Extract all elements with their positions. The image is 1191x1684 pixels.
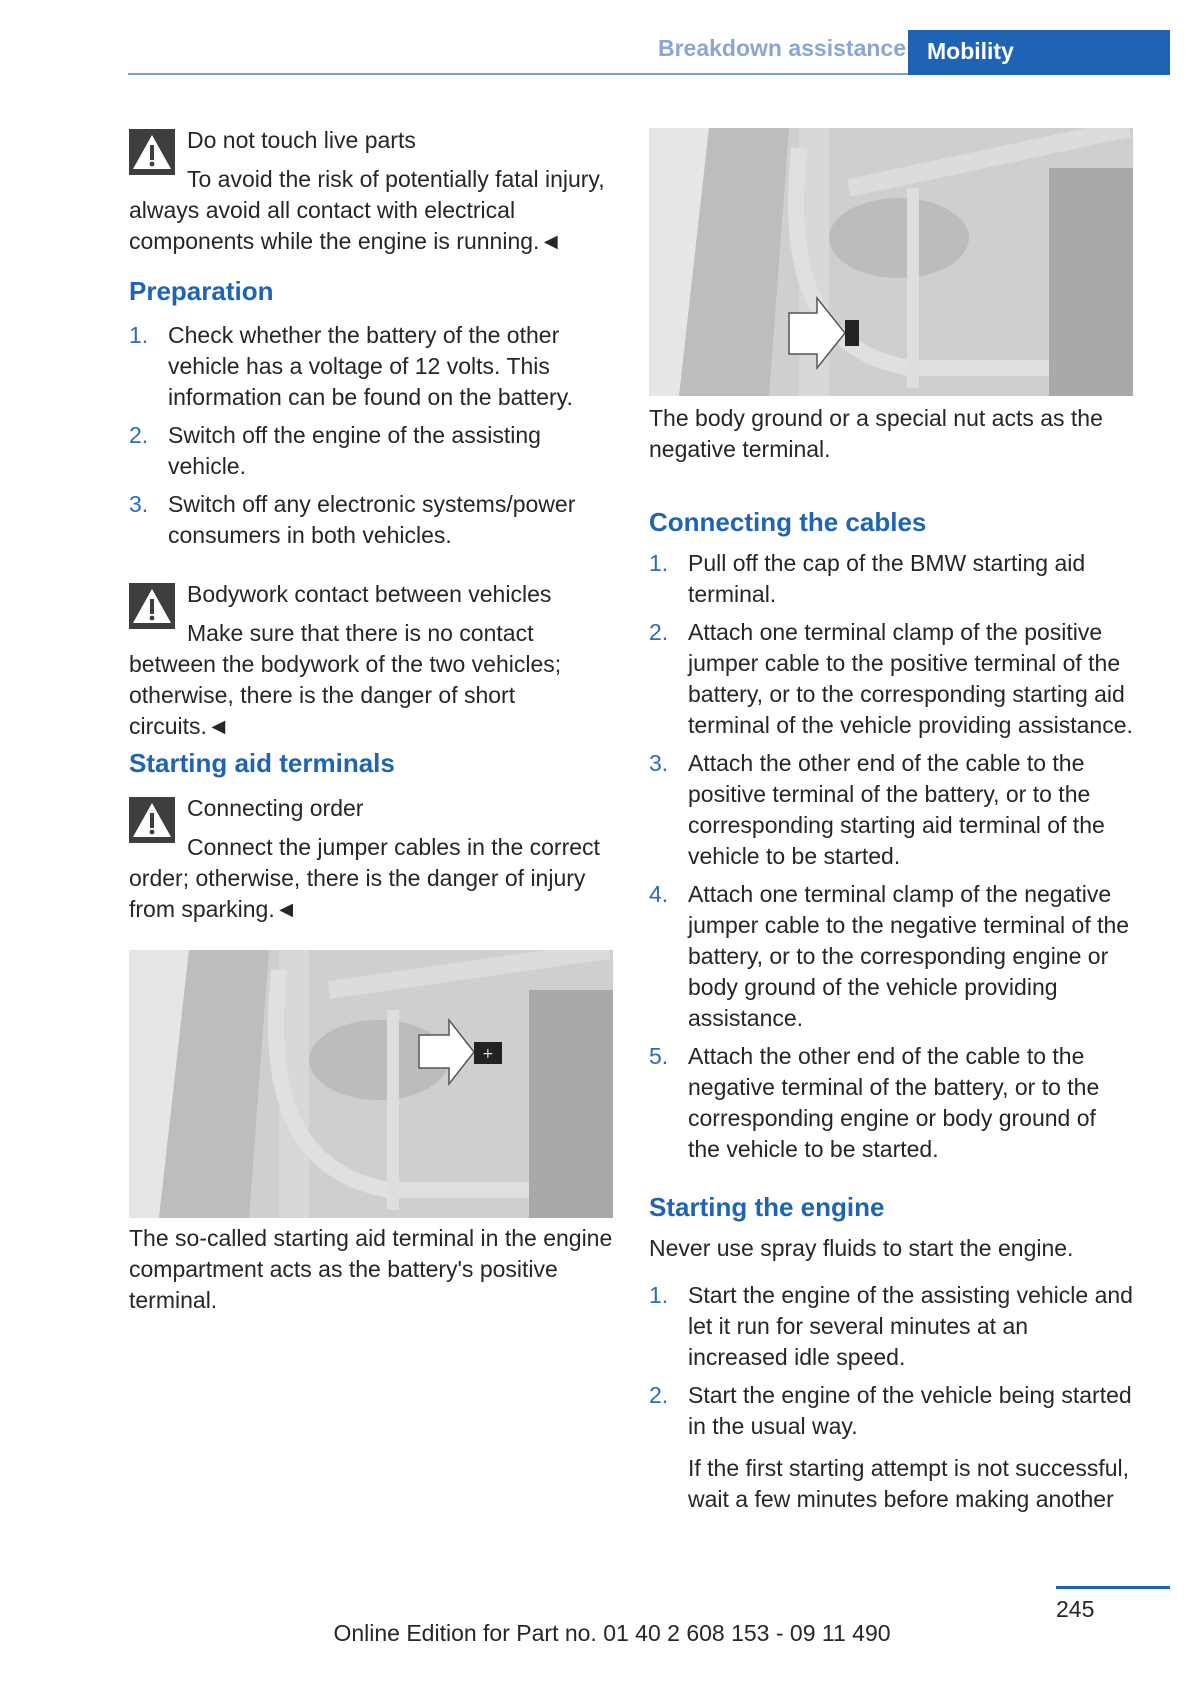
warning-triangle-icon — [129, 129, 175, 175]
warning-triangle-icon — [129, 583, 175, 629]
list-item: 1. Check whether the battery of the other vehicle has a voltage of 12 volts. This information can be found on the battery. — [129, 322, 573, 410]
header-chapter-tab — [908, 30, 1170, 75]
connecting-cables-list — [649, 548, 1133, 1172]
list-item: 3. Switch off any electronic systems/power consumers in both vehicles. — [129, 491, 576, 548]
header-chapter-title: Mobility — [927, 38, 1014, 64]
svg-text:+: + — [482, 1046, 494, 1062]
warning-title: Connecting order — [187, 795, 364, 821]
heading-preparation: Preparation — [129, 276, 274, 306]
footer-edition-text: Online Edition for Part no. 01 40 2 608 153 - 09 11 490 — [333, 1620, 891, 1646]
list-item: 3. Attach the other end of the cable to the positive terminal of the battery, or to the corresponding starting aid terminal of the vehicle to be started. — [649, 750, 1105, 869]
list-item: 2. Attach one terminal clamp of the positive jumper cable to the positive terminal of the battery, or to the corresponding starting aid terminal of the vehicle providing assistance. — [649, 619, 1133, 738]
heading-connecting-cables: Connecting the cables — [649, 507, 927, 537]
warning-live-parts — [129, 125, 613, 257]
list-item: 4. Attach one terminal clamp of the negative jumper cable to the negative terminal of the battery, or to the corresponding engine or body ground of the vehicle providing assistance. — [649, 881, 1130, 1031]
list-item: 2. Start the engine of the vehicle being started in the usual way. — [649, 1382, 1132, 1439]
warning-connecting-order — [129, 793, 613, 925]
warning-title: Do not touch live parts — [187, 127, 416, 153]
figure-caption: The body ground or a special nut acts as the negative terminal. — [649, 405, 1103, 462]
header-rule — [128, 73, 908, 75]
footer-rule — [1056, 1586, 1170, 1589]
page-header — [0, 0, 1191, 80]
warning-body: Make sure that there is no contact between the bodywork of the two vehicles; otherwise, there is the danger of short circuits.◄ — [129, 620, 562, 739]
heading-starting-engine: Starting the engine — [649, 1192, 885, 1222]
list-item: 1. Start the engine of the assisting vehicle and let it run for several minutes at an increased idle speed. — [649, 1282, 1133, 1370]
warning-body: Connect the jumper cables in the correct order; otherwise, there is the danger of injury from sparking.◄ — [129, 834, 600, 922]
header-section-title: Breakdown assistance — [657, 35, 906, 61]
page-number: 245 — [1056, 1596, 1095, 1622]
engine-compartment-positive-terminal-image — [129, 950, 613, 1218]
list-item: 2. Switch off the engine of the assisting vehicle. — [129, 422, 541, 479]
preparation-list — [129, 320, 613, 558]
warning-triangle-icon — [129, 797, 175, 843]
list-item: 5. Attach the other end of the cable to the negative terminal of the battery, or to the corresponding engine or body ground of the vehicle to be started. — [649, 1043, 1100, 1162]
list-item: 1. Pull off the cap of the BMW starting aid terminal. — [649, 550, 1086, 607]
figure-caption: The so-called starting aid terminal in the engine compartment acts as the battery's positive terminal. — [129, 1225, 613, 1313]
engine-compartment-negative-terminal-image — [649, 128, 1133, 396]
warning-body: To avoid the risk of potentially fatal injury, always avoid all contact with electrical components while the engine is running.◄ — [129, 166, 605, 254]
starting-continuation: If the first starting attempt is not successful, wait a few minutes before making another — [688, 1455, 1130, 1512]
warning-title: Bodywork contact between vehicles — [187, 581, 552, 607]
heading-starting-aid-terminals: Starting aid terminals — [129, 748, 395, 778]
warning-bodywork-contact — [129, 579, 613, 742]
starting-intro: Never use spray fluids to start the engine. — [649, 1235, 1074, 1261]
starting-engine-list — [649, 1280, 1133, 1449]
